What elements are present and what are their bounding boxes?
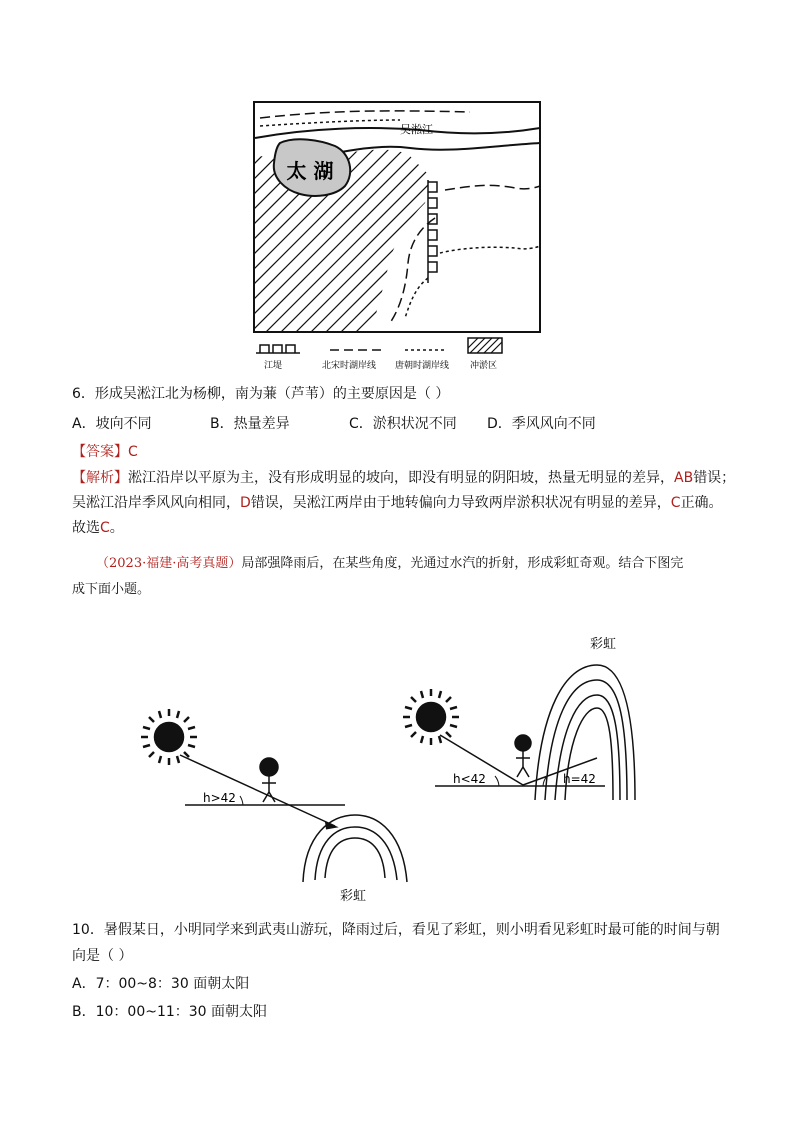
intro-source: （2023·福建·高考真题） <box>96 556 242 571</box>
analysis-part: 淞江沿岸以平原为主，没有形成明显的坡向，即没有明显的阴阳坡，热量无明显的差异， <box>128 470 674 486</box>
q10-option-b: B．10：00~11：30 面朝太阳 <box>72 1004 268 1020</box>
q6-option-a: A．坡向不同 <box>72 416 152 432</box>
q6-analysis <box>72 466 742 541</box>
right-angle-right-label: h=42 <box>563 772 596 786</box>
analysis-part: 错误，吴淞江两岸由于地转偏向力导致两岸淤积状况有明显的差异， <box>250 495 671 511</box>
right-angle-left-label: h<42 <box>453 772 486 786</box>
analysis-part: C <box>670 495 681 511</box>
q6-option-d: D．季风风向不同 <box>487 416 596 432</box>
intro-line-2: 成下面小题。 <box>72 582 151 597</box>
rainbow-figure <box>135 630 660 910</box>
legend-dike: 江堤 <box>264 361 283 371</box>
lake-label: 太 湖 <box>286 159 334 183</box>
taihu-map-figure <box>250 98 545 373</box>
analysis-part: D <box>240 495 251 511</box>
intro-text-1: 局部强降雨后，在某些角度，光通过水汽的折射，形成彩虹奇观。结合下图完 <box>241 556 684 571</box>
analysis-part: 。 <box>109 520 124 536</box>
q6-option-c: C．淤积状况不同 <box>349 416 457 432</box>
q6-stem: 6．形成吴淞江北为杨柳，南为蒹（芦苇）的主要原因是（ ） <box>72 386 450 402</box>
left-angle-label: h>42 <box>203 791 236 805</box>
intro-line-1 <box>96 552 683 571</box>
q10-stem-1: 10．暑假某日，小明同学来到武夷山游玩，降雨过后，看见了彩虹，则小明看见彩虹时最可能的时间与朝 <box>72 922 720 938</box>
sun-icon <box>141 709 197 765</box>
legend-song: 北宋时湖岸线 <box>322 361 377 371</box>
answer-tag: 【答案】 <box>72 444 128 460</box>
person-icon <box>515 735 531 777</box>
river-label: 吴淞江 <box>400 123 433 136</box>
analysis-part: AB <box>674 470 694 486</box>
q6-option-b: B．热量差异 <box>210 416 290 432</box>
analysis-part: 吴淞江沿岸季风风向相同， <box>72 495 240 511</box>
legend-tang: 唐朝时湖岸线 <box>395 361 450 371</box>
legend-deposit: 冲淤区 <box>470 361 498 371</box>
right-rainbow-label: 彩虹 <box>590 637 617 652</box>
answer-value: C <box>128 444 138 460</box>
q10-option-a: A．7：00~8：30 面朝太阳 <box>72 976 250 992</box>
sun-icon <box>403 689 459 745</box>
analysis-tag: 【解析】 <box>72 470 128 486</box>
analysis-part: 正确。 <box>680 495 723 511</box>
analysis-part: 错误； <box>693 470 736 486</box>
left-rainbow <box>303 815 407 882</box>
analysis-part: C <box>100 520 110 536</box>
analysis-part: 故选 <box>72 520 100 536</box>
left-rainbow-label: 彩虹 <box>340 889 367 904</box>
q10-stem-2: 向是（ ） <box>72 948 133 964</box>
q6-answer <box>72 442 138 462</box>
